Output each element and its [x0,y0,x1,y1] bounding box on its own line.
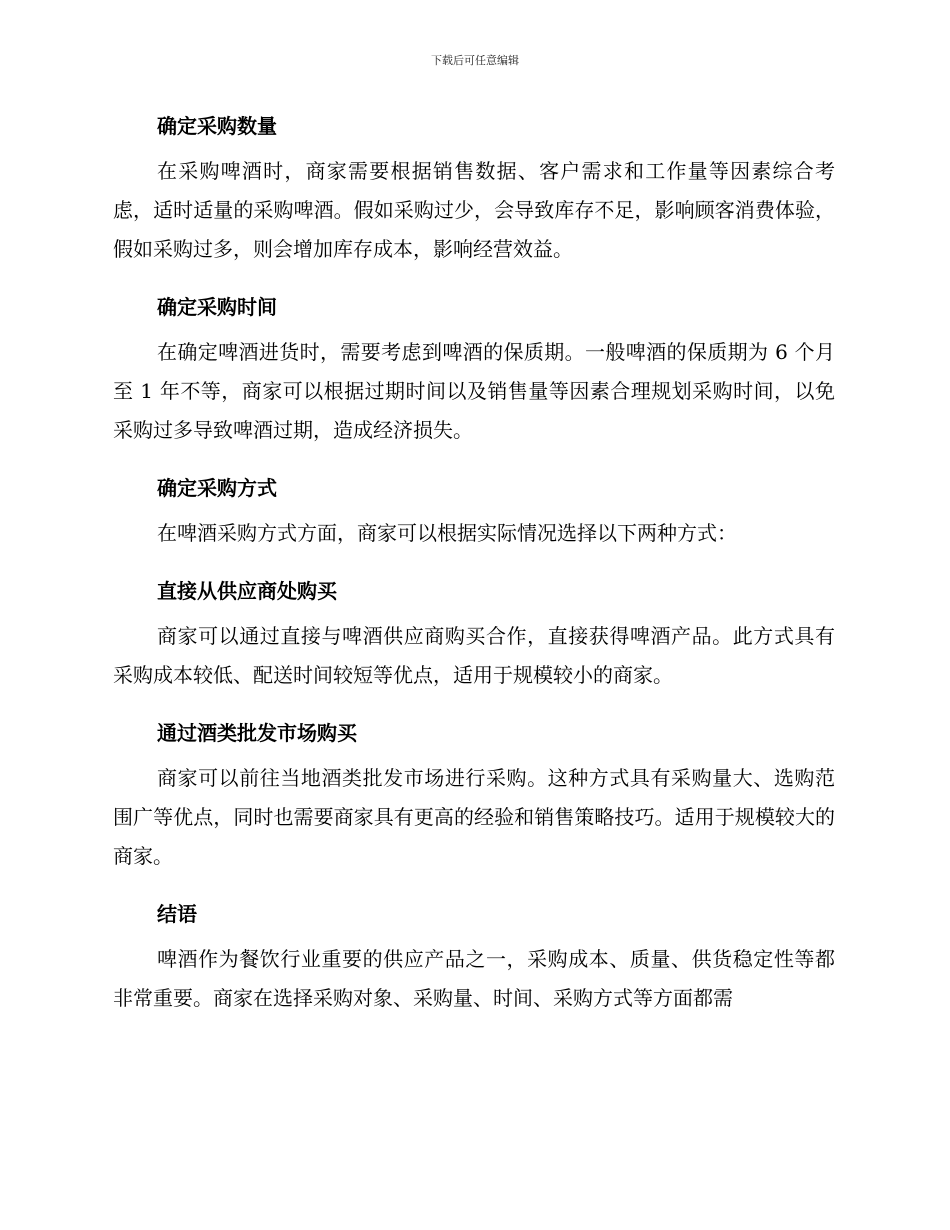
section-heading-direct-supplier: 直接从供应商处购买 [157,579,337,603]
section-paragraph-purchase-time: 在确定啤酒进货时，需要考虑到啤酒的保质期。一般啤酒的保质期为 6 个月至 1 年不等，商家可以根据过期时间以及销售量等因素合理规划采购时间，以免采购过多导致啤酒过期，造成经济损失。 [113,340,835,442]
section-paragraph-wholesale-market: 商家可以前往当地酒类批发市场进行采购。这种方式具有采购量大、选购范围广等优点，同时也需要商家具有更高的经验和销售策略技巧。适用于规模较大的商家。 [113,766,835,868]
section-heading-purchase-time: 确定采购时间 [157,295,277,319]
section-heading-conclusion: 结语 [157,902,197,926]
document-body [113,106,835,1018]
section-paragraph-conclusion: 啤酒作为餐饮行业重要的供应产品之一，采购成本、质量、供货稳定性等都非常重要。商家在选择采购对象、采购量、时间、采购方式等方面都需 [113,947,835,1010]
section-paragraph-purchase-method: 在啤酒采购方式方面，商家可以根据实际情况选择以下两种方式： [157,521,737,545]
section-paragraph-direct-supplier: 商家可以通过直接与啤酒供应商购买合作，直接获得啤酒产品。此方式具有采购成本较低、配送时间较短等优点，适用于规模较小的商家。 [113,624,835,687]
page-header-note: 下载后可任意编辑 [431,54,519,67]
section-heading-purchase-method: 确定采购方式 [157,476,277,500]
section-heading-purchase-quantity: 确定采购数量 [157,114,277,138]
section-heading-wholesale-market: 通过酒类批发市场购买 [157,721,357,745]
section-paragraph-purchase-quantity: 在采购啤酒时，商家需要根据销售数据、客户需求和工作量等因素综合考虑，适时适量的采购啤酒。假如采购过少，会导致库存不足，影响顾客消费体验，假如采购过多，则会增加库存成本，影响经营效益。 [113,159,835,261]
